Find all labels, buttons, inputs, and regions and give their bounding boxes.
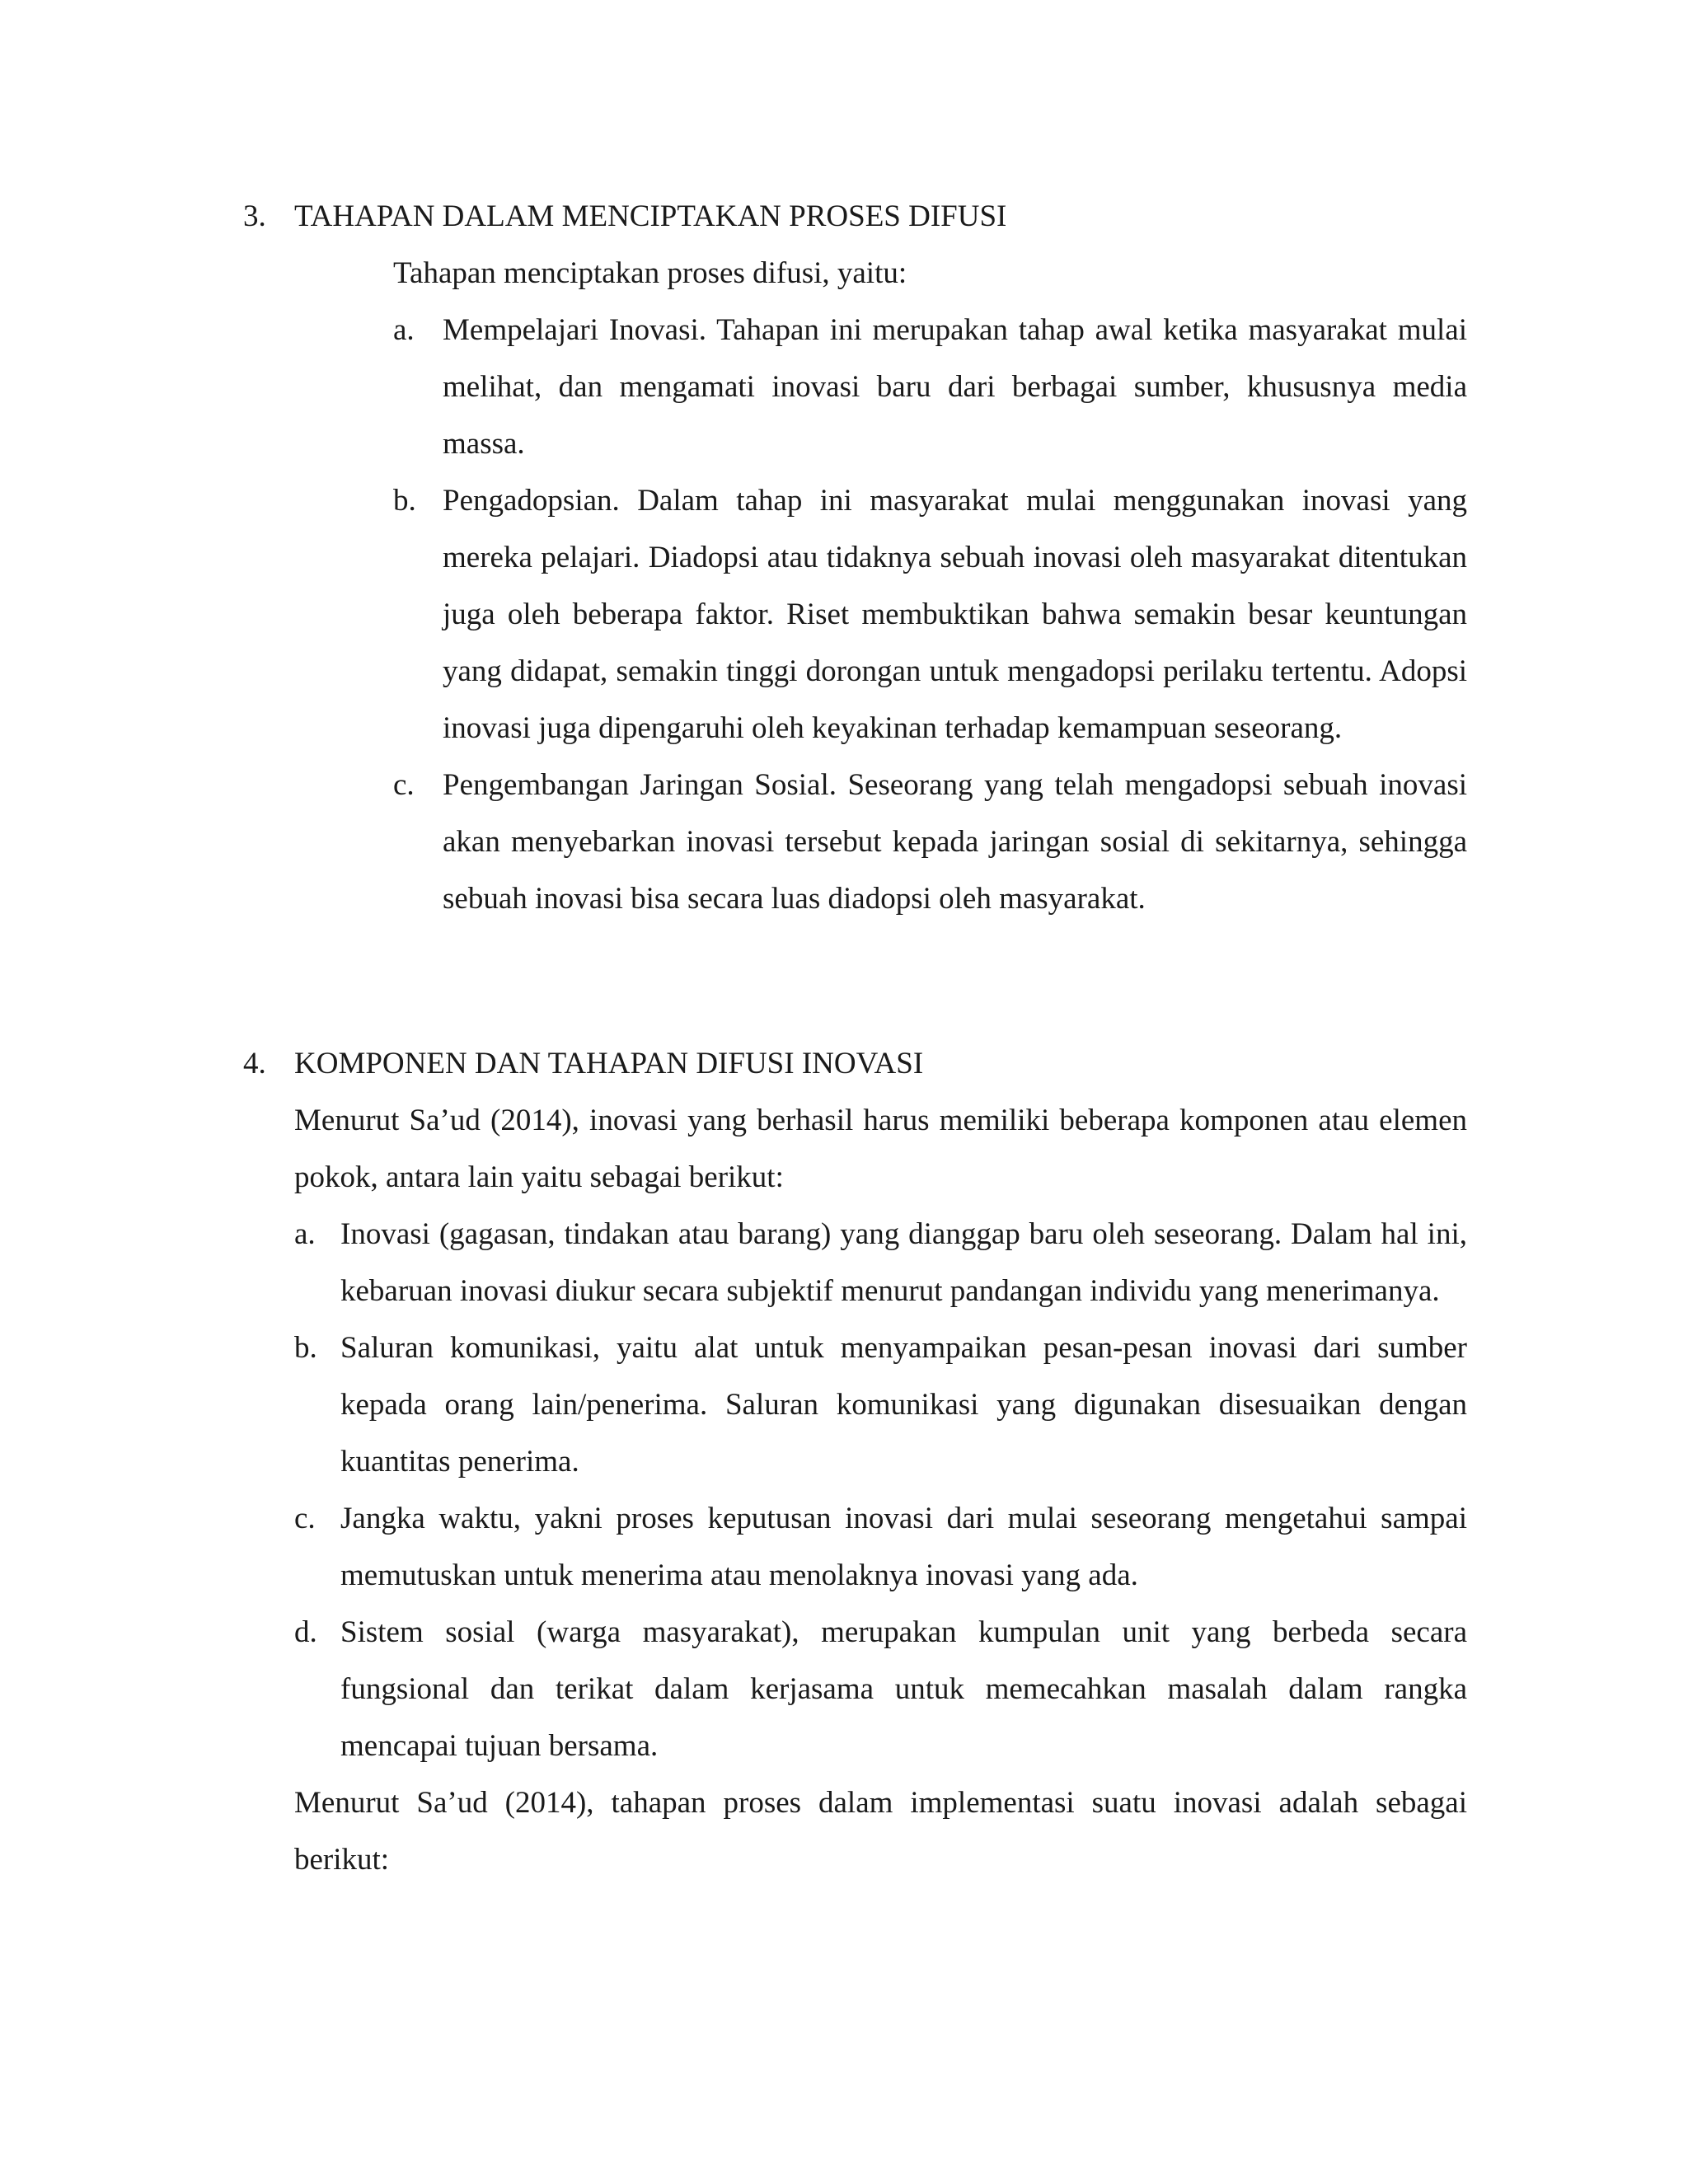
section-4-list bbox=[243, 1206, 1467, 1774]
list-item bbox=[393, 302, 1467, 472]
list-item-letter: b. bbox=[294, 1331, 317, 1365]
section-3-intro: Tahapan menciptakan proses difusi, yaitu: bbox=[393, 256, 907, 290]
list-item bbox=[294, 1604, 1467, 1774]
section-3-list bbox=[243, 302, 1467, 927]
section-4-number: 4. bbox=[243, 1047, 266, 1080]
list-item-letter: b. bbox=[393, 484, 416, 518]
section-4-intro: Menurut Sa’ud (2014), inovasi yang berhasil harus memiliki beberapa komponen atau elemen pokok, antara lain yaitu sebagai berikut: bbox=[294, 1104, 1467, 1194]
section-3-title: TAHAPAN DALAM MENCIPTAKAN PROSES DIFUSI bbox=[294, 199, 1007, 233]
list-item-text: Inovasi (gagasan, tindakan atau barang) yang dianggap baru oleh seseorang. Dalam hal ini, kebaruan inovasi diukur secara subjektif menurut pandangan individu yang menerimanya. bbox=[340, 1217, 1467, 1308]
list-item-letter: a. bbox=[393, 313, 415, 347]
list-item-text: Pengembangan Jaringan Sosial. Seseorang yang telah mengadopsi sebuah inovasi akan menyebarkan inovasi tersebut kepada jaringan sosial di sekitarnya, sehingga sebuah inovasi bisa secara luas diadopsi oleh masyarakat. bbox=[443, 768, 1467, 916]
list-item-text: Mempelajari Inovasi. Tahapan ini merupakan tahap awal ketika masyarakat mulai melihat, dan mengamati inovasi baru dari berbagai sumber, khususnya media massa. bbox=[443, 313, 1467, 461]
list-item-letter: c. bbox=[294, 1502, 316, 1535]
section-4-closing: Menurut Sa’ud (2014), tahapan proses dalam implementasi suatu inovasi adalah sebagai berikut: bbox=[294, 1786, 1467, 1877]
section-3-number: 3. bbox=[243, 199, 266, 233]
list-item bbox=[393, 472, 1467, 757]
list-item bbox=[393, 757, 1467, 927]
list-item-letter: c. bbox=[393, 768, 415, 802]
section-4-title: KOMPONEN DAN TAHAPAN DIFUSI INOVASI bbox=[294, 1047, 924, 1080]
section-3-heading bbox=[243, 188, 1467, 245]
list-item-letter: d. bbox=[294, 1615, 317, 1649]
list-item-text: Sistem sosial (warga masyarakat), merupakan kumpulan unit yang berbeda secara fungsional dan terikat dalam kerjasama untuk memecahkan masalah dalam rangka mencapai tujuan bersama. bbox=[340, 1615, 1467, 1763]
list-item-text: Pengadopsian. Dalam tahap ini masyarakat mulai menggunakan inovasi yang mereka pelajari. Diadopsi atau tidaknya sebuah inovasi oleh masyarakat ditentukan juga oleh beberapa faktor. Riset membuktikan bahwa semakin besar keuntungan yang didapat, semakin tinggi dorongan untuk mengadopsi perilaku tertentu. Adopsi inovasi juga dipengaruhi oleh keyakinan terhadap kemampuan seseorang. bbox=[443, 484, 1467, 745]
list-item bbox=[294, 1319, 1467, 1490]
list-item-letter: a. bbox=[294, 1217, 316, 1251]
list-item bbox=[294, 1206, 1467, 1319]
section-3 bbox=[243, 188, 1467, 927]
section-4-heading bbox=[243, 1035, 1467, 1092]
list-item-text: Jangka waktu, yakni proses keputusan inovasi dari mulai seseorang mengetahui sampai memutuskan untuk menerima atau menolaknya inovasi yang ada. bbox=[340, 1502, 1467, 1592]
list-item bbox=[294, 1490, 1467, 1604]
section-4 bbox=[243, 1035, 1467, 1888]
list-item-text: Saluran komunikasi, yaitu alat untuk menyampaikan pesan-pesan inovasi dari sumber kepada orang lain/penerima. Saluran komunikasi yang digunakan disesuaikan dengan kuantitas penerima. bbox=[340, 1331, 1467, 1479]
